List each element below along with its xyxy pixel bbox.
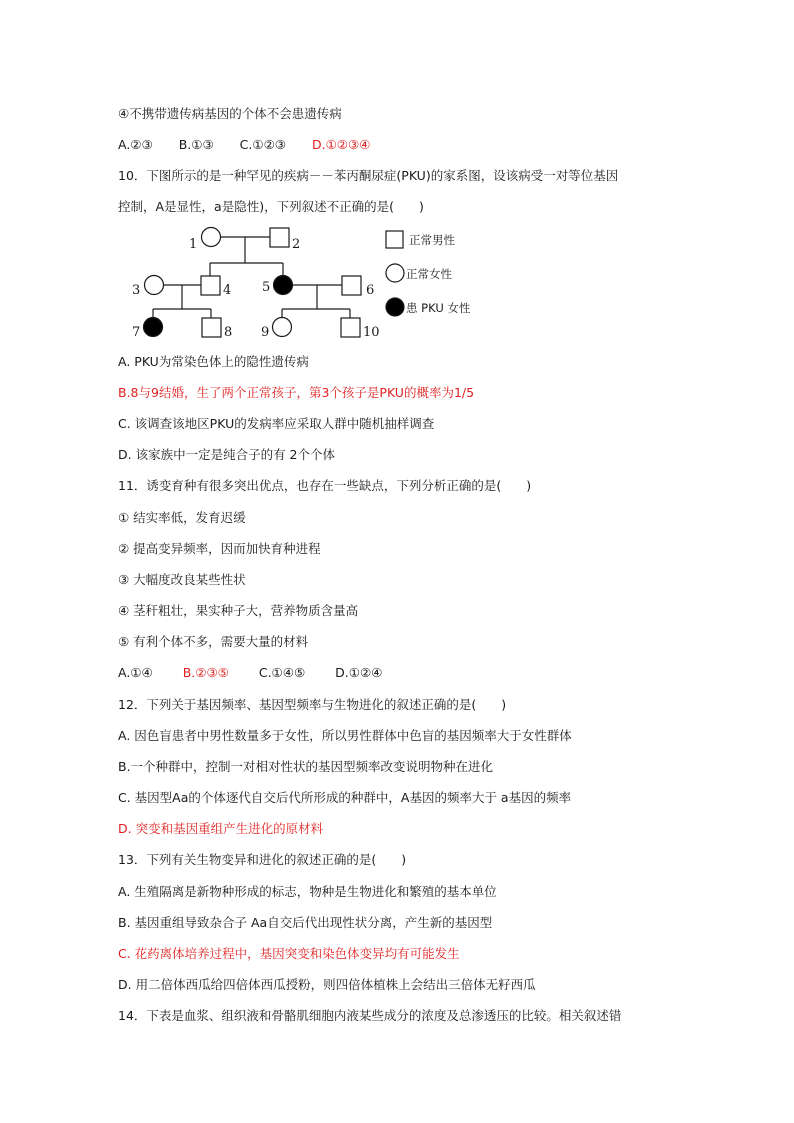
q11-item-5: ⑤ 有利个体不多，需要大量的材料: [118, 634, 309, 649]
q10-option-c: C. 该调查该地区PKU的发病率应采取人群中随机抽样调查: [118, 416, 435, 431]
q11-option-d: D.①②④: [335, 665, 383, 680]
individual-5-affected-female: [274, 276, 293, 295]
q9-option-a: A.②③: [118, 137, 153, 152]
q11-stem: 11．诱变育种有很多突出优点，也存在一些缺点，下列分析正确的是( ): [118, 478, 532, 493]
label-8: 8: [224, 325, 233, 340]
q11-option-b-answer: B.②③⑤: [182, 665, 229, 680]
label-1: 1: [189, 237, 198, 252]
q13-stem: 13．下列有关生物变异和进化的叙述正确的是( ): [118, 852, 407, 867]
legend-male-symbol: [386, 231, 403, 248]
q10-option-b-answer: B.8与9结婚，生了两个正常孩子，第3个孩子是PKU的概率为1/5: [118, 385, 475, 400]
q10-stem-line2: 控制，A是显性，a是隐性)，下列叙述不正确的是( ): [118, 199, 424, 214]
label-5: 5: [262, 280, 271, 295]
q11-option-c: C.①④⑤: [258, 665, 306, 680]
q12-option-b: B.一个种群中，控制一对相对性状的基因型频率改变说明物种在进化: [118, 759, 494, 774]
q13-option-b: B. 基因重组导致杂合子 Aa自交后代出现性状分离，产生新的基因型: [118, 915, 493, 930]
individual-1-normal-female: [202, 228, 221, 247]
q14-stem: 14．下表是血浆、组织液和骨骼肌细胞内液某些成分的浓度及总渗透压的比较。相关叙述错: [118, 1008, 622, 1023]
q9-item-4: ④不携带遗传病基因的个体不会患遗传病: [118, 106, 342, 121]
q13-option-a: A. 生殖隔离是新物种形成的标志，物种是生物进化和繁殖的基本单位: [118, 884, 497, 899]
q13-option-c-answer: C. 花药离体培养过程中，基因突变和染色体变异均有可能发生: [118, 946, 460, 961]
individual-6-normal-male: [342, 276, 361, 295]
q9-option-b: B.①③: [178, 137, 214, 152]
q9-option-d-answer: D.①②③④: [311, 137, 371, 152]
legend-affected-female-label: 患 PKU 女性: [406, 301, 471, 315]
q11-item-1: ① 结实率低，发育迟缓: [118, 510, 246, 525]
q12-option-c: C. 基因型Aa的个体逐代自交后代所形成的种群中，A基因的频率大于 a基因的频率: [118, 790, 572, 805]
label-7: 7: [132, 325, 141, 340]
label-2: 2: [292, 237, 301, 252]
individual-2-normal-male: [270, 228, 289, 247]
q12-stem: 12．下列关于基因频率、基因型频率与生物进化的叙述正确的是( ): [118, 697, 507, 712]
q12-option-d-answer: D. 突变和基因重组产生进化的原材料: [118, 821, 324, 836]
q9-options: [118, 137, 392, 153]
q11-option-a: A.①④: [118, 665, 153, 680]
q12-option-a: A. 因色盲患者中男性数量多于女性，所以男性群体中色盲的基因频率大于女性群体: [118, 728, 572, 743]
legend-female-label: 正常女性: [406, 267, 452, 281]
q10-option-a: A. PKU为常染色体上的隐性遗传病: [118, 354, 309, 369]
q10-stem-line1: 10．下图所示的是一种罕见的疾病－－苯丙酮尿症(PKU)的家系图，设该病受一对等位基因: [118, 168, 619, 183]
label-3: 3: [132, 283, 141, 298]
q11-item-3: ③ 大幅度改良某些性状: [118, 572, 246, 587]
legend-affected-female-symbol: [386, 298, 404, 316]
legend-male-label: 正常男性: [409, 233, 455, 247]
individual-10-normal-male: [341, 318, 360, 337]
individual-4-normal-male: [201, 276, 220, 295]
q11-options: [118, 665, 404, 681]
label-10: 10: [363, 325, 380, 340]
label-6: 6: [366, 283, 375, 298]
q11-item-2: ② 提高变异频率，因而加快育种进程: [118, 541, 321, 556]
q11-item-4: ④ 茎秆粗壮，果实种子大，营养物质含量高: [118, 603, 359, 618]
individual-7-affected-female: [144, 318, 163, 337]
legend-female-symbol: [386, 264, 404, 282]
label-4: 4: [223, 283, 232, 298]
q13-option-d: D. 用二倍体西瓜给四倍体西瓜授粉，则四倍体植株上会结出三倍体无籽西瓜: [118, 977, 536, 992]
individual-3-normal-female: [145, 276, 164, 295]
q9-option-c: C.①②③: [239, 137, 286, 152]
individual-8-normal-male: [202, 318, 221, 337]
label-9: 9: [261, 325, 270, 340]
q10-option-d: D. 该家族中一定是纯合子的有 2个个体: [118, 447, 335, 462]
pedigree-diagram: [130, 222, 490, 344]
individual-9-normal-female: [273, 318, 292, 337]
